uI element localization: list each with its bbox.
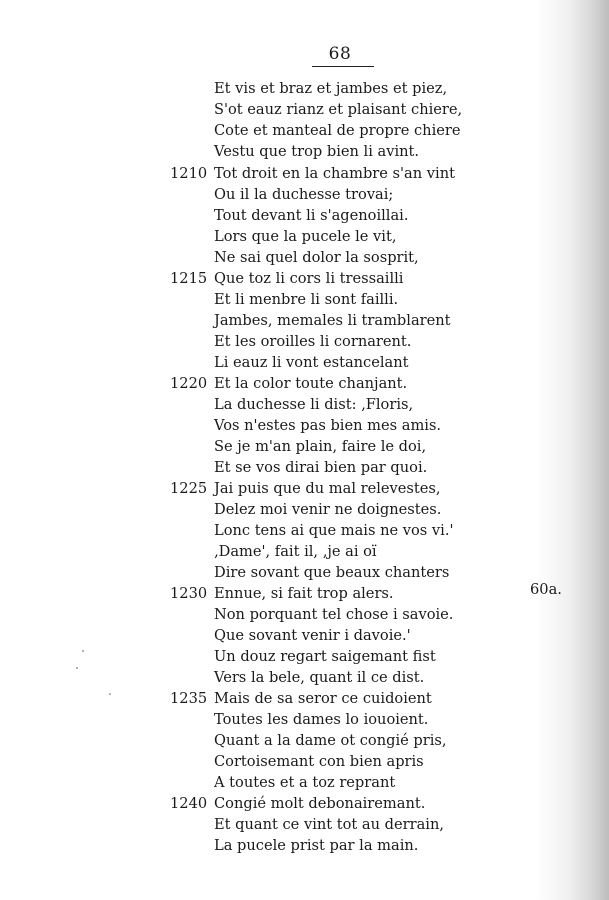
verse-line: Que sovant venir i davoie.' bbox=[214, 627, 411, 644]
line-number: 1225 bbox=[170, 480, 208, 497]
verse-line: Un douz regart saigemant fist bbox=[214, 648, 436, 665]
verse-line: Tot droit en la chambre s'an vint bbox=[214, 165, 455, 182]
verse-line: Li eauz li vont estancelant bbox=[214, 354, 409, 371]
verse-line: Non porquant tel chose i savoie. bbox=[214, 606, 454, 623]
verse-line: Ou il la duchesse trovai; bbox=[214, 186, 394, 203]
verse-line: Cote et manteal de propre chiere bbox=[214, 122, 461, 139]
verse-line: Congié molt debonairemant. bbox=[214, 795, 426, 812]
line-number: 1220 bbox=[170, 375, 208, 392]
verse-line: Et les oroilles li cornarent. bbox=[214, 333, 412, 350]
paper-speck bbox=[109, 693, 111, 695]
verse-line: Jambes, memales li tramblarent bbox=[214, 312, 451, 329]
paper-speck bbox=[76, 667, 78, 669]
verse-line: A toutes et a toz reprant bbox=[214, 774, 396, 791]
verse-line: Quant a la dame ot congié pris, bbox=[214, 732, 447, 749]
verse-line: Et li menbre li sont failli. bbox=[214, 291, 399, 308]
verse-line: Toutes les dames lo iouoient. bbox=[214, 711, 429, 728]
verse-line: Mais de sa seror ce cuidoient bbox=[214, 690, 432, 707]
verse-line: Se je m'an plain, faire le doi, bbox=[214, 438, 427, 455]
line-number: 1240 bbox=[170, 795, 208, 812]
page-number: 68 bbox=[328, 44, 352, 64]
verse-line: Et quant ce vint tot au derrain, bbox=[214, 816, 444, 833]
verse-line: ‚Dame', fait il, ‚je ai oï bbox=[214, 543, 377, 560]
verse-line: Ennue, si fait trop alers. bbox=[214, 585, 394, 602]
line-number: 1230 bbox=[170, 585, 208, 602]
verse-line: Vos n'estes pas bien mes amis. bbox=[214, 417, 442, 434]
verse-line: Vers la bele, quant il ce dist. bbox=[214, 669, 425, 686]
verse-line: Lors que la pucele le vit, bbox=[214, 228, 397, 245]
verse-line: Et se vos dirai bien par quoi. bbox=[214, 459, 428, 476]
margin-note: 60a. bbox=[530, 581, 562, 598]
verse-line: Dire sovant que beaux chanters bbox=[214, 564, 450, 581]
verse-line: Ne sai quel dolor la sosprit, bbox=[214, 249, 419, 266]
verse-line: Vestu que trop bien li avint. bbox=[214, 143, 420, 160]
verse-line: Cortoisemant con bien apris bbox=[214, 753, 424, 770]
verse-line: Lonc tens ai que mais ne vos vi.' bbox=[214, 522, 454, 539]
header-rule bbox=[312, 66, 374, 67]
paper-speck bbox=[82, 650, 84, 652]
verse-line: La duchesse li dist: ‚Floris, bbox=[214, 396, 414, 413]
verse-line: S'ot eauz rianz et plaisant chiere, bbox=[214, 101, 463, 118]
line-number: 1235 bbox=[170, 690, 208, 707]
verse-line: Tout devant li s'agenoillai. bbox=[214, 207, 409, 224]
verse-line: Que toz li cors li tressailli bbox=[214, 270, 404, 287]
line-number: 1210 bbox=[170, 165, 208, 182]
verse-line: Jai puis que du mal relevestes, bbox=[214, 480, 441, 497]
verse-line: Delez moi venir ne doignestes. bbox=[214, 501, 442, 518]
verse-line: La pucele prist par la main. bbox=[214, 837, 419, 854]
verse-line: Et la color toute chanjant. bbox=[214, 375, 408, 392]
line-number: 1215 bbox=[170, 270, 208, 287]
verse-line: Et vis et braz et jambes et piez, bbox=[214, 80, 448, 97]
